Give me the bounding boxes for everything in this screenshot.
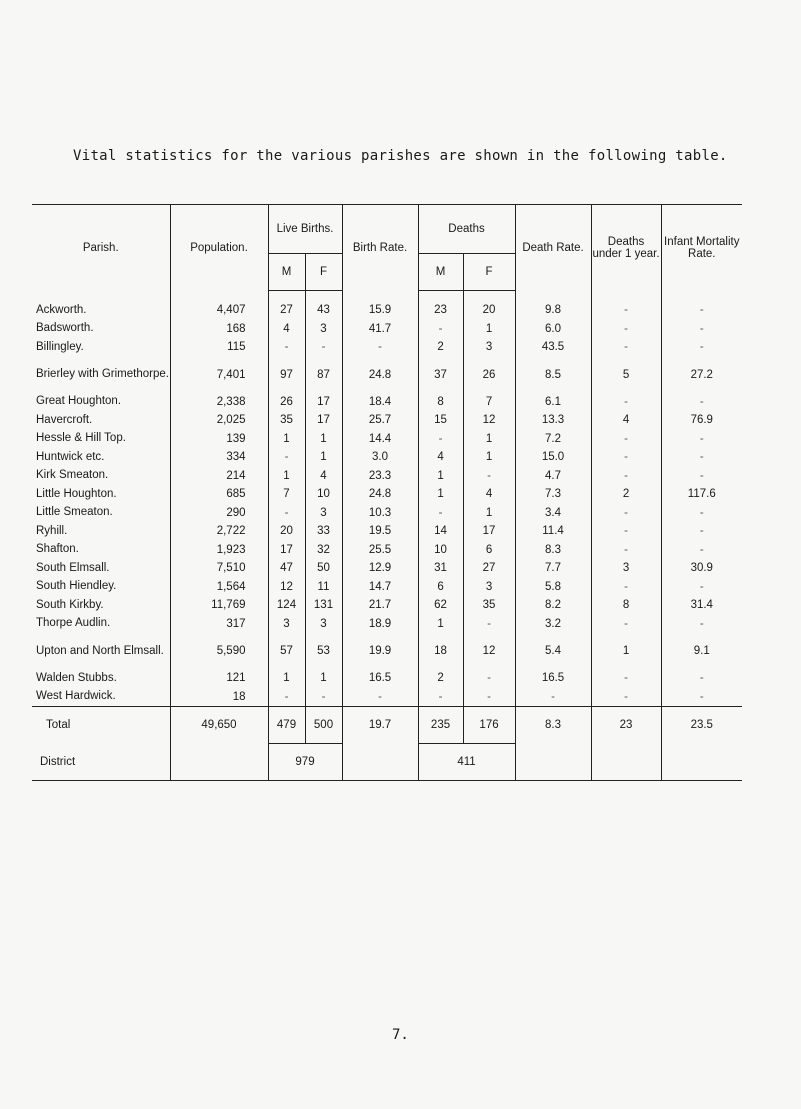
- cell-deaths-f: 1: [463, 320, 515, 339]
- cell-deaths-m: 18: [418, 633, 463, 669]
- cell-deaths-f: 1: [463, 448, 515, 467]
- district-label: District: [32, 744, 170, 781]
- cell-infant-mortality: -: [661, 669, 742, 688]
- header-deaths: Deaths: [418, 205, 515, 254]
- cell-deaths-m: 37: [418, 357, 463, 393]
- cell-population: 334: [170, 448, 268, 467]
- cell-infant-mortality: -: [661, 522, 742, 541]
- cell-parish: Great Houghton.: [36, 395, 122, 408]
- cell-parish: Little Smeaton.: [36, 506, 113, 519]
- cell-deaths-m: 31: [418, 559, 463, 578]
- cell-deaths-f: 6: [463, 541, 515, 560]
- cell-births-f: 17: [305, 411, 342, 430]
- cell-parish: Little Houghton.: [36, 487, 117, 500]
- cell-death-rate: 4.7: [515, 467, 591, 486]
- cell-death-rate: 43.5: [515, 338, 591, 357]
- total-death-rate: 8.3: [515, 707, 591, 744]
- cell-deaths-f: 1: [463, 430, 515, 449]
- cell-deaths-m: 6: [418, 578, 463, 597]
- cell-infant-mortality: 9.1: [661, 633, 742, 669]
- cell-births-f: 1: [305, 669, 342, 688]
- cell-parish: Ackworth.: [36, 303, 87, 316]
- cell-births-m: -: [268, 688, 305, 707]
- cell-parish: Kirk Smeaton.: [36, 469, 109, 482]
- intro-text: Vital statistics for the various parishes are shown in the following table.: [73, 148, 728, 164]
- cell-infant-mortality: -: [661, 393, 742, 412]
- cell-parish: Upton and North Elmsall.: [36, 644, 164, 657]
- cell-births-m: -: [268, 338, 305, 357]
- cell-deaths-under-1: -: [591, 430, 661, 449]
- cell-birth-rate: 19.5: [342, 522, 418, 541]
- cell-infant-mortality: -: [661, 291, 742, 320]
- cell-parish: Ryhill.: [36, 524, 68, 537]
- cell-parish: Hessle & Hill Top.: [36, 432, 126, 445]
- cell-deaths-m: -: [418, 688, 463, 707]
- cell-birth-rate: 12.9: [342, 559, 418, 578]
- table-row: [32, 559, 742, 578]
- table-row: [32, 291, 742, 320]
- cell-parish: Havercroft.: [36, 413, 93, 426]
- cell-births-m: 35: [268, 411, 305, 430]
- cell-death-rate: 3.4: [515, 504, 591, 523]
- cell-population: 2,338: [170, 393, 268, 412]
- cell-deaths-under-1: -: [591, 393, 661, 412]
- cell-birth-rate: 24.8: [342, 357, 418, 393]
- cell-deaths-under-1: -: [591, 467, 661, 486]
- cell-deaths-under-1: -: [591, 338, 661, 357]
- cell-population: 11,769: [170, 596, 268, 615]
- cell-births-f: -: [305, 688, 342, 707]
- cell-births-m: 27: [268, 291, 305, 320]
- cell-deaths-m: -: [418, 504, 463, 523]
- cell-deaths-under-1: 5: [591, 357, 661, 393]
- page-number: 7.: [392, 1027, 409, 1043]
- cell-births-m: 97: [268, 357, 305, 393]
- cell-births-m: 1: [268, 669, 305, 688]
- cell-infant-mortality: 117.6: [661, 485, 742, 504]
- cell-parish: Huntwick etc.: [36, 450, 105, 463]
- cell-deaths-m: 2: [418, 338, 463, 357]
- cell-infant-mortality: -: [661, 541, 742, 560]
- table-row: [32, 669, 742, 688]
- cell-births-f: 4: [305, 467, 342, 486]
- table-body: [32, 291, 742, 707]
- cell-deaths-m: 2: [418, 669, 463, 688]
- cell-deaths-m: 1: [418, 485, 463, 504]
- cell-deaths-under-1: -: [591, 522, 661, 541]
- cell-deaths-f: 3: [463, 338, 515, 357]
- cell-population: 1,923: [170, 541, 268, 560]
- header-deaths-m: M: [418, 254, 463, 291]
- district-spacer-infant: [661, 744, 742, 781]
- cell-parish: Shafton.: [36, 543, 79, 556]
- cell-death-rate: 3.2: [515, 615, 591, 634]
- cell-death-rate: 8.5: [515, 357, 591, 393]
- cell-birth-rate: 41.7: [342, 320, 418, 339]
- cell-birth-rate: 25.7: [342, 411, 418, 430]
- cell-deaths-under-1: 3: [591, 559, 661, 578]
- cell-deaths-under-1: -: [591, 615, 661, 634]
- cell-birth-rate: 23.3: [342, 467, 418, 486]
- cell-births-m: 7: [268, 485, 305, 504]
- cell-deaths-f: -: [463, 615, 515, 634]
- cell-births-m: -: [268, 504, 305, 523]
- cell-infant-mortality: 27.2: [661, 357, 742, 393]
- table-row: [32, 688, 742, 707]
- header-parish: Parish.: [32, 205, 170, 291]
- cell-infant-mortality: -: [661, 320, 742, 339]
- header-births-f: F: [305, 254, 342, 291]
- cell-population: 121: [170, 669, 268, 688]
- cell-births-m: 47: [268, 559, 305, 578]
- table-row: [32, 393, 742, 412]
- cell-deaths-under-1: -: [591, 541, 661, 560]
- cell-parish: Walden Stubbs.: [36, 671, 117, 684]
- cell-births-f: 11: [305, 578, 342, 597]
- cell-births-f: 3: [305, 504, 342, 523]
- cell-death-rate: 5.8: [515, 578, 591, 597]
- cell-birth-rate: 24.8: [342, 485, 418, 504]
- cell-deaths-m: 14: [418, 522, 463, 541]
- cell-deaths-m: 15: [418, 411, 463, 430]
- cell-birth-rate: 3.0: [342, 448, 418, 467]
- cell-population: 685: [170, 485, 268, 504]
- cell-births-m: 57: [268, 633, 305, 669]
- cell-parish: West Hardwick.: [36, 690, 116, 703]
- cell-deaths-m: 4: [418, 448, 463, 467]
- cell-population: 5,590: [170, 633, 268, 669]
- cell-population: 4,407: [170, 291, 268, 320]
- cell-death-rate: 7.7: [515, 559, 591, 578]
- cell-deaths-f: 27: [463, 559, 515, 578]
- cell-infant-mortality: -: [661, 448, 742, 467]
- header-live-births: Live Births.: [268, 205, 342, 254]
- cell-birth-rate: 18.4: [342, 393, 418, 412]
- cell-deaths-f: 4: [463, 485, 515, 504]
- cell-death-rate: 13.3: [515, 411, 591, 430]
- table-row: [32, 320, 742, 339]
- cell-death-rate: 8.2: [515, 596, 591, 615]
- total-deaths-m: 235: [418, 707, 463, 744]
- cell-parish: Badsworth.: [36, 322, 94, 335]
- cell-population: 139: [170, 430, 268, 449]
- cell-births-f: 131: [305, 596, 342, 615]
- total-births-sum: 979: [268, 744, 342, 781]
- header-births-m: M: [268, 254, 305, 291]
- cell-parish: Thorpe Audlin.: [36, 617, 111, 630]
- cell-births-f: -: [305, 338, 342, 357]
- cell-parish: South Kirkby.: [36, 598, 104, 611]
- header-death-rate: Death Rate.: [515, 205, 591, 291]
- table-row: [32, 504, 742, 523]
- table-row: [32, 338, 742, 357]
- district-spacer: [170, 744, 268, 781]
- cell-births-f: 50: [305, 559, 342, 578]
- district-spacer-under1: [591, 744, 661, 781]
- cell-deaths-under-1: -: [591, 448, 661, 467]
- cell-death-rate: 6.1: [515, 393, 591, 412]
- cell-infant-mortality: -: [661, 578, 742, 597]
- cell-deaths-under-1: -: [591, 669, 661, 688]
- cell-birth-rate: 25.5: [342, 541, 418, 560]
- cell-deaths-f: 1: [463, 504, 515, 523]
- total-births-f: 500: [305, 707, 342, 744]
- table-row: [32, 357, 742, 393]
- cell-deaths-under-1: 1: [591, 633, 661, 669]
- cell-deaths-f: 26: [463, 357, 515, 393]
- cell-infant-mortality: -: [661, 688, 742, 707]
- cell-death-rate: 7.2: [515, 430, 591, 449]
- header-population: Population.: [170, 205, 268, 291]
- cell-deaths-f: 12: [463, 633, 515, 669]
- cell-deaths-f: -: [463, 669, 515, 688]
- total-deaths-under-1: 23: [591, 707, 661, 744]
- cell-deaths-under-1: -: [591, 320, 661, 339]
- cell-birth-rate: 18.9: [342, 615, 418, 634]
- cell-deaths-m: 8: [418, 393, 463, 412]
- cell-birth-rate: -: [342, 338, 418, 357]
- cell-deaths-under-1: -: [591, 291, 661, 320]
- cell-infant-mortality: -: [661, 504, 742, 523]
- cell-death-rate: 9.8: [515, 291, 591, 320]
- vital-statistics-table-wrap: [32, 204, 742, 781]
- cell-population: 18: [170, 688, 268, 707]
- cell-infant-mortality: 31.4: [661, 596, 742, 615]
- cell-population: 168: [170, 320, 268, 339]
- cell-population: 7,510: [170, 559, 268, 578]
- cell-deaths-f: -: [463, 467, 515, 486]
- table-row: [32, 430, 742, 449]
- cell-parish: South Hiendley.: [36, 580, 117, 593]
- cell-death-rate: 5.4: [515, 633, 591, 669]
- total-population: 49,650: [170, 707, 268, 744]
- cell-population: 2,722: [170, 522, 268, 541]
- cell-death-rate: 8.3: [515, 541, 591, 560]
- cell-births-m: 12: [268, 578, 305, 597]
- table-row: [32, 467, 742, 486]
- cell-deaths-under-1: -: [591, 504, 661, 523]
- district-spacer-birthrate: [342, 744, 418, 781]
- cell-deaths-f: 17: [463, 522, 515, 541]
- table-row: [32, 596, 742, 615]
- cell-deaths-f: 20: [463, 291, 515, 320]
- cell-death-rate: 15.0: [515, 448, 591, 467]
- cell-births-f: 1: [305, 430, 342, 449]
- cell-births-m: 4: [268, 320, 305, 339]
- cell-population: 115: [170, 338, 268, 357]
- cell-infant-mortality: -: [661, 467, 742, 486]
- total-deaths-f: 176: [463, 707, 515, 744]
- cell-birth-rate: 14.4: [342, 430, 418, 449]
- cell-death-rate: 16.5: [515, 669, 591, 688]
- cell-parish: South Elmsall.: [36, 561, 110, 574]
- district-spacer-deathrate: [515, 744, 591, 781]
- cell-deaths-f: 12: [463, 411, 515, 430]
- cell-population: 2,025: [170, 411, 268, 430]
- table-row: [32, 541, 742, 560]
- cell-deaths-under-1: -: [591, 578, 661, 597]
- cell-births-f: 33: [305, 522, 342, 541]
- cell-population: 1,564: [170, 578, 268, 597]
- header-infant-mortality: Infant Mortality Rate.: [661, 205, 742, 291]
- cell-deaths-f: 7: [463, 393, 515, 412]
- cell-death-rate: 6.0: [515, 320, 591, 339]
- table-row: [32, 615, 742, 634]
- cell-births-m: 17: [268, 541, 305, 560]
- cell-birth-rate: -: [342, 688, 418, 707]
- cell-infant-mortality: 30.9: [661, 559, 742, 578]
- cell-birth-rate: 14.7: [342, 578, 418, 597]
- cell-births-m: 1: [268, 467, 305, 486]
- cell-infant-mortality: -: [661, 430, 742, 449]
- cell-infant-mortality: -: [661, 338, 742, 357]
- cell-deaths-m: 23: [418, 291, 463, 320]
- cell-deaths-under-1: 2: [591, 485, 661, 504]
- table-row: [32, 448, 742, 467]
- cell-birth-rate: 21.7: [342, 596, 418, 615]
- header-deaths-f: F: [463, 254, 515, 291]
- table-row: [32, 485, 742, 504]
- total-deaths-sum: 411: [418, 744, 515, 781]
- vital-statistics-table: [32, 204, 742, 781]
- cell-deaths-m: 10: [418, 541, 463, 560]
- cell-births-m: 124: [268, 596, 305, 615]
- cell-births-m: 20: [268, 522, 305, 541]
- cell-population: 290: [170, 504, 268, 523]
- cell-death-rate: 7.3: [515, 485, 591, 504]
- cell-deaths-under-1: 8: [591, 596, 661, 615]
- cell-death-rate: -: [515, 688, 591, 707]
- cell-birth-rate: 16.5: [342, 669, 418, 688]
- cell-births-f: 53: [305, 633, 342, 669]
- cell-births-m: 3: [268, 615, 305, 634]
- cell-births-m: 26: [268, 393, 305, 412]
- cell-infant-mortality: -: [661, 615, 742, 634]
- cell-deaths-f: -: [463, 688, 515, 707]
- cell-births-f: 10: [305, 485, 342, 504]
- cell-death-rate: 11.4: [515, 522, 591, 541]
- cell-births-m: 1: [268, 430, 305, 449]
- cell-deaths-m: -: [418, 320, 463, 339]
- cell-deaths-under-1: 4: [591, 411, 661, 430]
- cell-births-f: 32: [305, 541, 342, 560]
- cell-population: 7,401: [170, 357, 268, 393]
- cell-birth-rate: 19.9: [342, 633, 418, 669]
- cell-infant-mortality: 76.9: [661, 411, 742, 430]
- cell-births-f: 3: [305, 320, 342, 339]
- cell-births-m: -: [268, 448, 305, 467]
- total-infant-mortality: 23.5: [661, 707, 742, 744]
- cell-deaths-m: 62: [418, 596, 463, 615]
- cell-deaths-f: 3: [463, 578, 515, 597]
- cell-deaths-m: 1: [418, 615, 463, 634]
- cell-birth-rate: 10.3: [342, 504, 418, 523]
- cell-births-f: 43: [305, 291, 342, 320]
- cell-population: 317: [170, 615, 268, 634]
- table-row: [32, 578, 742, 597]
- cell-deaths-m: 1: [418, 467, 463, 486]
- table-row: [32, 522, 742, 541]
- cell-births-f: 3: [305, 615, 342, 634]
- cell-birth-rate: 15.9: [342, 291, 418, 320]
- cell-births-f: 87: [305, 357, 342, 393]
- cell-parish: Brierley with Grimethorpe.: [36, 368, 169, 380]
- cell-deaths-m: -: [418, 430, 463, 449]
- total-births-m: 479: [268, 707, 305, 744]
- cell-parish: Billingley.: [36, 340, 84, 353]
- table-row: [32, 633, 742, 669]
- cell-births-f: 17: [305, 393, 342, 412]
- cell-population: 214: [170, 467, 268, 486]
- total-label: Total: [32, 707, 170, 744]
- total-birth-rate: 19.7: [342, 707, 418, 744]
- header-deaths-under-1: Deaths under 1 year.: [591, 205, 661, 291]
- table-row: [32, 411, 742, 430]
- cell-deaths-f: 35: [463, 596, 515, 615]
- header-birth-rate: Birth Rate.: [342, 205, 418, 291]
- cell-births-f: 1: [305, 448, 342, 467]
- cell-deaths-under-1: -: [591, 688, 661, 707]
